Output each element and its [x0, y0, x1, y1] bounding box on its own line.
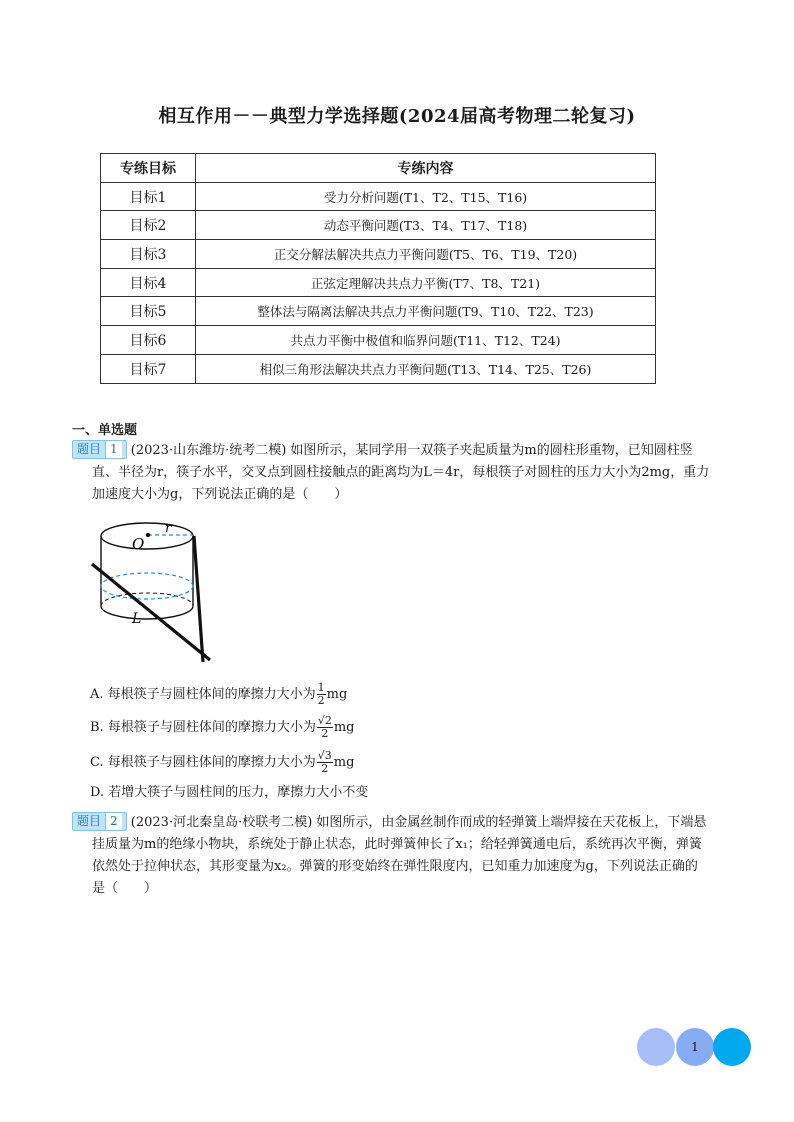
- goal-cell: 目标6: [101, 326, 196, 355]
- goal-cell: 目标5: [101, 297, 196, 326]
- header-goal: 专练目标: [101, 154, 196, 183]
- table-row: [101, 268, 656, 297]
- question-2-line-1: [72, 812, 732, 834]
- fraction-denominator: 2: [321, 727, 329, 740]
- table-row: [101, 326, 656, 355]
- question-number: 2: [105, 813, 122, 830]
- question-1: [72, 440, 732, 506]
- question-tag: [72, 440, 127, 459]
- table-row: [101, 211, 656, 240]
- question-text: (2023·山东潍坊·统考二模) 如图所示，某同学用一双筷子夹起质量为m的圆柱形重物，已知圆柱竖: [130, 443, 693, 458]
- fraction-numerator: 1: [317, 681, 325, 694]
- option-unit: mg: [333, 720, 355, 735]
- fraction-numerator: √3: [317, 749, 332, 762]
- page-number: 1: [691, 1040, 699, 1054]
- goal-cell: 目标4: [101, 268, 196, 297]
- table-row: [101, 240, 656, 269]
- goal-cell: 目标1: [101, 182, 196, 211]
- question-tag-label: 题目: [77, 814, 102, 828]
- table-row: [101, 297, 656, 326]
- question-1-line-2: 直、半径为r，筷子水平，交叉点到圆柱接触点的距离均为L＝4r，每根筷子对圆柱的压力大小为2mg，重力: [92, 465, 710, 480]
- question-1-line-3: 加速度大小为g，下列说法正确的是（ ）: [92, 487, 348, 502]
- option-c: [90, 750, 354, 775]
- question-number: 1: [105, 441, 122, 458]
- cylinder-chopsticks-figure: [88, 512, 228, 676]
- table-row: [101, 182, 656, 211]
- table-row: [101, 354, 656, 383]
- content-cell: 相似三角形法解决共点力平衡问题(T13、T14、T25、T26): [196, 354, 656, 383]
- fraction-denominator: 2: [317, 694, 325, 707]
- cylinder-diagram: [88, 512, 228, 672]
- label-l: L: [132, 611, 142, 627]
- question-2-line-4: 是（ ）: [92, 881, 158, 896]
- content-cell: 受力分析问题(T1、T2、T15、T16): [196, 182, 656, 211]
- page-dot-right: [713, 1028, 751, 1066]
- question-1-line-1: [72, 440, 732, 462]
- question-tag-label: 题目: [77, 442, 102, 456]
- content-cell: 正弦定理解决共点力平衡(T7、T8、T21): [196, 268, 656, 297]
- fraction-numerator: √2: [317, 714, 332, 727]
- option-b: [90, 715, 355, 740]
- content-cell: 共点力平衡中极值和临界问题(T11、T12、T24): [196, 326, 656, 355]
- label-o: O: [132, 535, 145, 553]
- fraction: [317, 715, 333, 740]
- option-c-text: C. 每根筷子与圆柱体间的摩擦力大小为: [90, 755, 316, 770]
- option-a: [90, 682, 347, 707]
- content-cell: 整体法与隔离法解决共点力平衡问题(T9、T10、T22、T23): [196, 297, 656, 326]
- option-unit: mg: [333, 755, 355, 770]
- page-dot-left: [637, 1028, 675, 1066]
- label-r: r: [165, 521, 172, 536]
- option-a-text: A. 每根筷子与圆柱体间的摩擦力大小为: [90, 687, 316, 702]
- fraction-denominator: 2: [321, 762, 329, 775]
- page-title: 相互作用－－典型力学选择题(2024届高考物理二轮复习): [158, 106, 636, 127]
- content-cell: 动态平衡问题(T3、T4、T17、T18): [196, 211, 656, 240]
- option-d: D. 若增大筷子与圆柱间的压力，摩擦力大小不变: [90, 785, 369, 800]
- header-content: 专练内容: [196, 154, 656, 183]
- goal-cell: 目标3: [101, 240, 196, 269]
- goal-cell: 目标7: [101, 354, 196, 383]
- option-b-text: B. 每根筷子与圆柱体间的摩擦力大小为: [90, 720, 316, 735]
- question-text: (2023·河北秦皇岛·校联考二模) 如图所示，由金属丝制作而成的轻弹簧上端焊接在天花板上，下端悬: [130, 815, 707, 830]
- goals-table: [100, 153, 656, 384]
- table-header-row: [101, 154, 656, 183]
- content-cell: 正交分解法解决共点力平衡问题(T5、T6、T19、T20): [196, 240, 656, 269]
- fraction: [317, 682, 326, 707]
- question-2: [72, 812, 732, 900]
- goal-cell: 目标2: [101, 211, 196, 240]
- fraction: [317, 750, 333, 775]
- section-heading: 一、单选题: [72, 423, 138, 438]
- question-2-line-2: 挂质量为m的绝缘小物块，系统处于静止状态，此时弹簧伸长了x₁；给轻弹簧通电后，系统再次平衡，弹簧: [92, 837, 702, 852]
- question-tag: [72, 812, 127, 831]
- option-unit: mg: [326, 687, 348, 702]
- question-2-line-3: 依然处于拉伸状态，其形变量为x₂。弹簧的形变始终在弹性限度内，已知重力加速度为g，下列说法正确的: [92, 859, 698, 874]
- page-indicator: [637, 1028, 753, 1068]
